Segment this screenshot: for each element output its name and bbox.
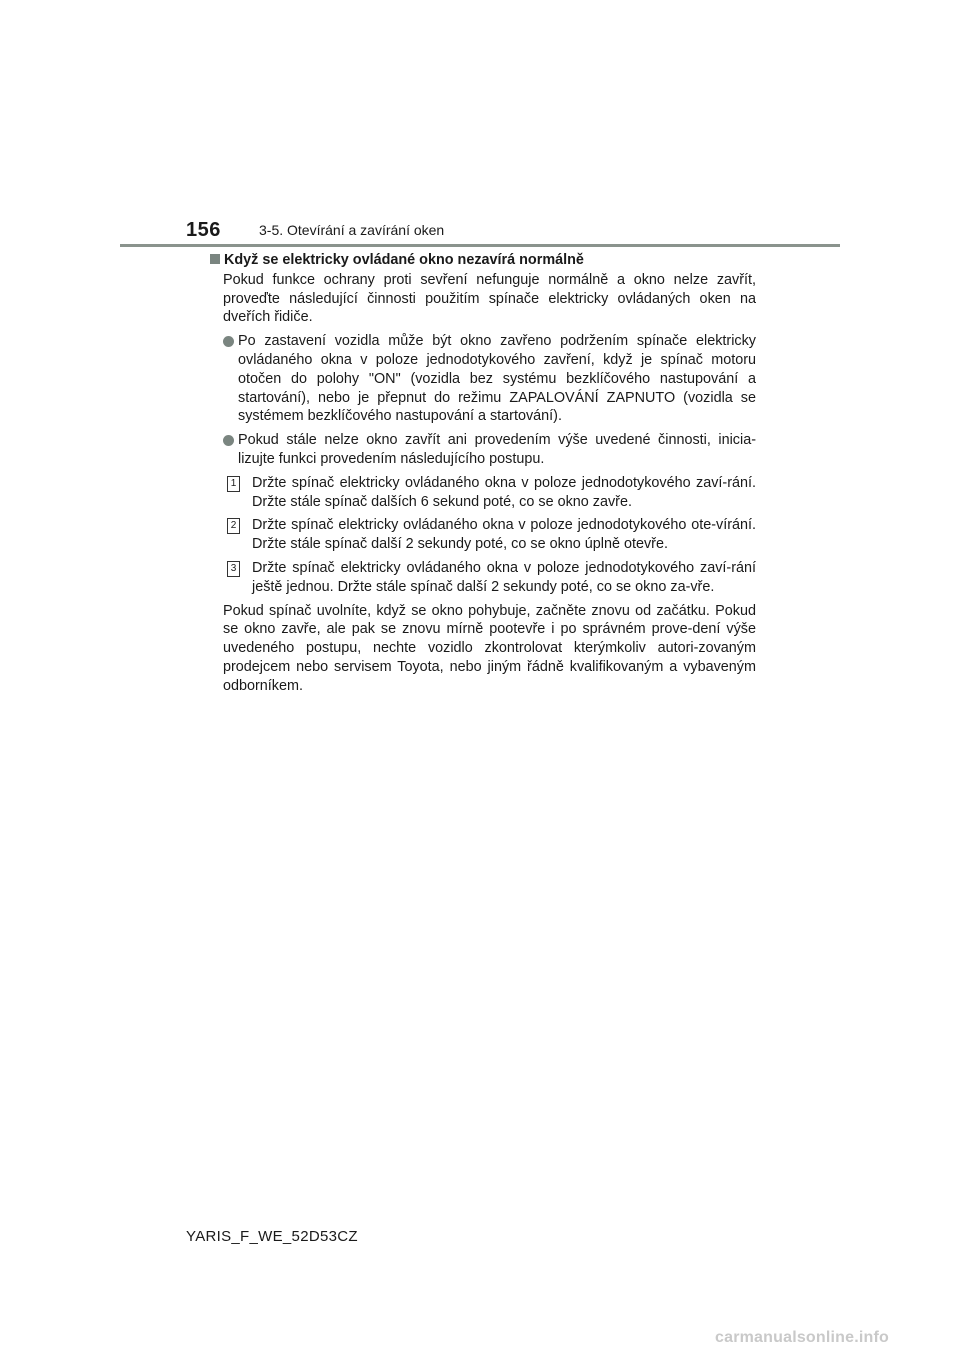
document-code: YARIS_F_WE_52D53CZ [186, 1228, 358, 1245]
section-heading [210, 251, 756, 270]
circle-bullet-icon [223, 435, 234, 446]
section-title: 3-5. Otevírání a zavírání oken [259, 222, 445, 238]
intro-paragraph: Pokud funkce ochrany proti sevření nefunguje normálně a okno nelze zavřít, proveďte následující činnosti použitím spínače elektricky ovládaných oken na dveřích řidiče. [223, 271, 756, 326]
page-number: 156 [186, 219, 221, 241]
step-item [227, 516, 756, 554]
step-text: Držte spínač elektricky ovládaného okna v poloze jednodotykového ote-vírání. Držte stále spínač další 2 sekundy poté, co se okno úplně otevře. [252, 517, 756, 553]
step-text: Držte spínač elektricky ovládaného okna v poloze jednodotykového zaví-rání. Držte stále spínač dalších 6 sekund poté, co se okno zavře. [252, 474, 756, 510]
step-number-badge: 3 [227, 561, 240, 577]
bullet-text: Pokud stále nelze okno zavřít ani provedením výše uvedené činnosti, inicia-lizujte funkci provedením následujícího postupu. [238, 432, 756, 467]
step-number-badge: 1 [227, 476, 240, 492]
header-divider [120, 244, 840, 247]
section-heading-text: Když se elektricky ovládané okno nezavírá normálně [224, 252, 584, 268]
main-content [210, 251, 756, 696]
circle-bullet-icon [223, 336, 234, 347]
bullet-item [223, 431, 756, 469]
bullet-item [223, 332, 756, 426]
watermark: carmanualsonline.info [715, 1329, 890, 1346]
step-number-badge: 2 [227, 518, 240, 534]
closing-paragraph: Pokud spínač uvolníte, když se okno pohybuje, začněte znovu od začátku. Pokud se okno zavře, ale pak se znovu mírně pootevře i po správném prove-dení výše uvedeného postupu, nechte vozidlo zkontrolovat kterýmkoliv autori-zovaným prodejcem nebo servisem Toyota, nebo jiným řádně kvalifikovaným a vybaveným odborníkem. [223, 602, 756, 694]
bullet-text: Po zastavení vozidla může být okno zavřeno podržením spínače elektricky ovládaného okna v poloze jednodotykového zavření, když je spínač motoru otočen do polohy "ON" (vozidla bez systému bezklíčového nastupování a startování), nebo je přepnut do režimu ZAPALOVÁNÍ ZAPNUTO (vozidla se systémem bezklíčového nastupování a startování). [238, 333, 756, 425]
step-item [227, 559, 756, 597]
square-bullet-icon [210, 254, 220, 264]
step-item [227, 474, 756, 512]
step-text: Držte spínač elektricky ovládaného okna v poloze jednodotykového zaví-rání ještě jednou. Držte stále spínač další 2 sekundy poté, co se okno za-vře. [252, 559, 756, 595]
